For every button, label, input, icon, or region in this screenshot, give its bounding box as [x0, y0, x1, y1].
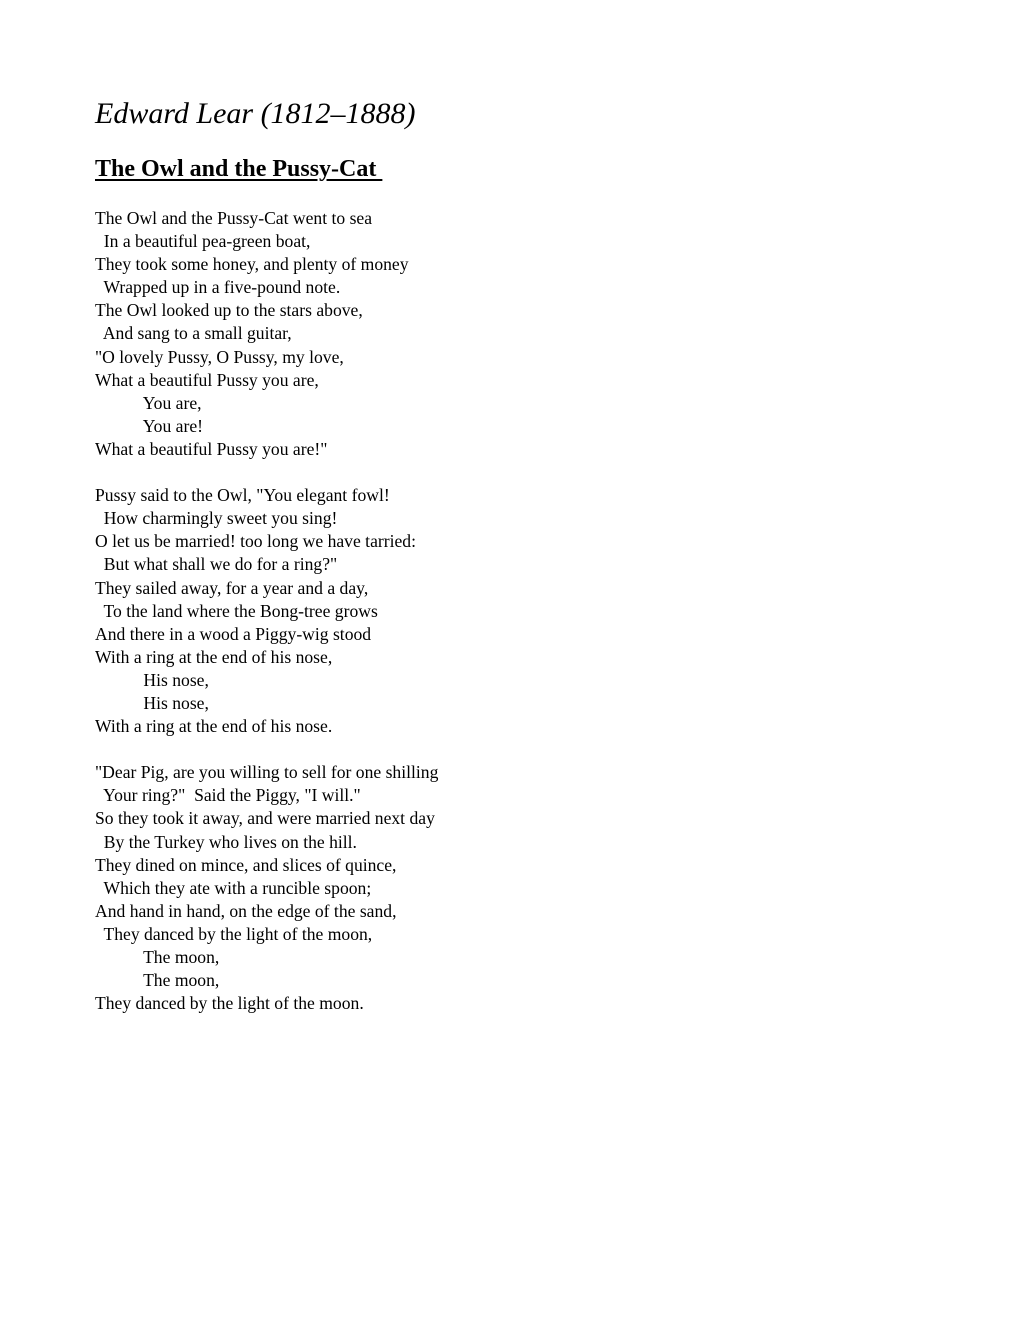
poem-line: They dined on mince, and slices of quince, [95, 854, 397, 875]
poem-line: They sailed away, for a year and a day, [95, 577, 369, 598]
poem-line: "Dear Pig, are you willing to sell for one shilling [95, 762, 439, 783]
poem-line: How charmingly sweet you sing! [95, 508, 338, 529]
poem-line: With a ring at the end of his nose, [95, 646, 333, 667]
poem-line: And there in a wood a Piggy-wig stood [95, 623, 372, 644]
poem-line: Pussy said to the Owl, "You elegant fowl! [95, 485, 390, 506]
poem-body [95, 207, 795, 1015]
poem-line: By the Turkey who lives on the hill. [95, 831, 357, 852]
poem-line: What a beautiful Pussy you are, [95, 369, 319, 390]
poem-line: His nose, [95, 692, 209, 713]
poem-line: To the land where the Bong-tree grows [95, 600, 378, 621]
poem-title: The Owl and the Pussy-Cat [95, 156, 383, 182]
poem-line: They danced by the light of the moon. [95, 993, 364, 1014]
poem-line: Your ring?" Said the Piggy, "I will." [95, 785, 361, 806]
poem-line: In a beautiful pea-green boat, [95, 231, 311, 252]
poem-line: The moon, [95, 970, 220, 991]
poem-line: Which they ate with a runcible spoon; [95, 877, 372, 898]
poem-line: O let us be married! too long we have tarried: [95, 531, 416, 552]
poem-line: What a beautiful Pussy you are!" [95, 438, 328, 459]
poem-line: They took some honey, and plenty of money [95, 254, 409, 275]
poem-line: The Owl and the Pussy-Cat went to sea [95, 208, 373, 228]
stanza-1 [95, 207, 795, 461]
poem-line: You are, [95, 392, 202, 413]
poem-line: They danced by the light of the moon, [95, 923, 373, 944]
poem-line: You are! [95, 415, 204, 436]
stanza-3 [95, 761, 795, 1015]
poem-line: The moon, [95, 947, 220, 967]
poem-line: His nose, [95, 669, 209, 690]
poem-line: With a ring at the end of his nose. [95, 716, 333, 737]
poem-line: The Owl looked up to the stars above, [95, 300, 363, 321]
poem-line: Wrapped up in a five-pound note. [95, 277, 341, 298]
poem-line: And hand in hand, on the edge of the sand, [95, 900, 397, 921]
poem-line: "O lovely Pussy, O Pussy, my love, [95, 346, 344, 367]
poem-line: So they took it away, and were married next day [95, 808, 435, 829]
poem-line: But what shall we do for a ring?" [95, 554, 338, 575]
poem-line: And sang to a small guitar, [95, 323, 292, 344]
stanza-2 [95, 484, 795, 738]
author-heading: Edward Lear (1812–1888) [95, 97, 416, 130]
